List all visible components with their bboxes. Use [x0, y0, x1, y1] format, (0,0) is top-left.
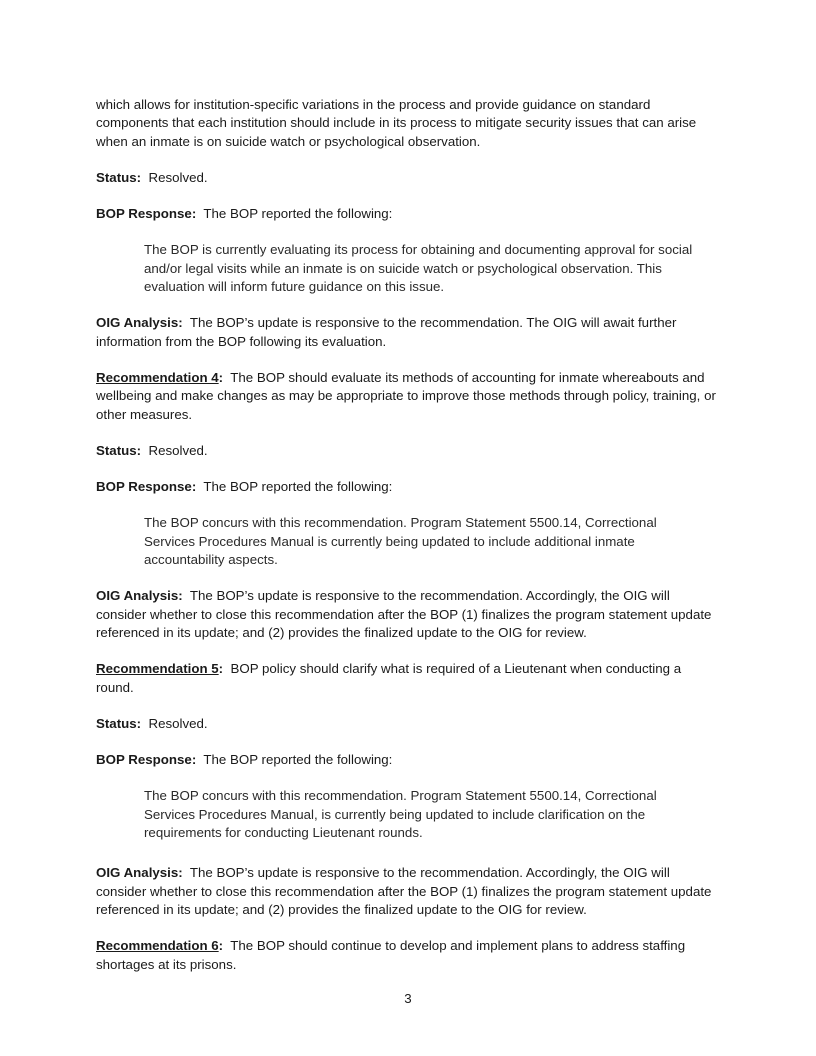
oig-analysis-text: The BOP’s update is responsive to the recommendation. Accordingly, the OIG will consider whether to close this recommendation after the BOP (1) finalizes the program statement update referenced in its update; and (2) provides the finalized update to the OIG for review.	[96, 588, 712, 640]
bop-response-line	[96, 478, 720, 496]
bop-response-text: The BOP reported the following:	[203, 752, 393, 768]
bop-response-line	[96, 751, 720, 769]
intro-paragraph: which allows for institution-specific variations in the process and provide guidance on standard components that each institution should include in its process to mitigate security issues that can arise when an inmate is on suicide watch or psychological observation.	[96, 97, 697, 149]
bop-response-label: BOP Response:	[96, 479, 197, 495]
oig-analysis-label: OIG Analysis:	[96, 865, 183, 881]
bop-quote: The BOP concurs with this recommendation. Program Statement 5500.14, Correctional Services Procedures Manual is currently being updated to include additional inmate accountability aspects.	[144, 515, 657, 568]
status-line	[96, 442, 720, 460]
status-line	[96, 169, 720, 187]
status-label: Status:	[96, 715, 142, 731]
oig-analysis-paragraph	[96, 314, 720, 351]
bop-response-text: The BOP reported the following:	[203, 479, 393, 495]
status-label: Status:	[96, 169, 142, 185]
oig-analysis-paragraph	[96, 587, 720, 642]
bop-response-text: The BOP reported the following:	[203, 206, 393, 222]
bop-response-label: BOP Response:	[96, 206, 197, 222]
bop-response-line	[96, 205, 720, 223]
recommendation-5: Recommendation 5: BOP policy should clarify what is required of a Lieutenant when conducting a round.	[96, 661, 682, 695]
status-value: Resolved.	[148, 442, 208, 458]
oig-analysis-text: The BOP’s update is responsive to the recommendation. The OIG will await further information from the BOP following its evaluation.	[96, 315, 677, 349]
bop-response-label: BOP Response:	[96, 752, 197, 768]
status-value: Resolved.	[148, 715, 208, 731]
bop-quote: The BOP concurs with this recommendation. Program Statement 5500.14, Correctional Services Procedures Manual, is currently being updated to include clarification on the requirements for conducting Lieutenant rounds.	[144, 788, 657, 841]
status-value: Resolved.	[148, 169, 208, 185]
recommendation-5-label: Recommendation 5	[96, 661, 219, 677]
recommendation-6-label: Recommendation 6	[96, 938, 219, 954]
recommendation-5-text: BOP policy should clarify what is required of a Lieutenant when conducting a round.	[96, 661, 682, 695]
page-number: 3	[404, 991, 412, 1006]
status-label: Status:	[96, 442, 142, 458]
recommendation-4: Recommendation 4: The BOP should evaluate its methods of accounting for inmate whereabouts and wellbeing and make changes as may be appropriate to improve those methods through policy, training, or other measures.	[96, 369, 716, 422]
recommendation-4-text: The BOP should evaluate its methods of accounting for inmate whereabouts and wellbeing and make changes as may be appropriate to improve those methods through policy, training, or other measures.	[96, 369, 716, 422]
page-body	[96, 96, 720, 992]
status-line	[96, 715, 720, 733]
oig-analysis-label: OIG Analysis:	[96, 315, 183, 331]
oig-analysis-paragraph	[96, 864, 720, 919]
bop-quote: The BOP is currently evaluating its process for obtaining and documenting approval for social and/or legal visits while an inmate is on suicide watch or psychological observation. This evaluation will inform future guidance on this issue.	[144, 242, 693, 295]
recommendation-6: Recommendation 6: The BOP should continue to develop and implement plans to address staffing shortages at its prisons.	[96, 938, 686, 972]
oig-analysis-text: The BOP’s update is responsive to the recommendation. Accordingly, the OIG will consider whether to close this recommendation after the BOP (1) finalizes the program statement update referenced in its update; and (2) provides the finalized update to the OIG for review.	[96, 865, 712, 917]
recommendation-6-text: The BOP should continue to develop and implement plans to address staffing shortages at its prisons.	[96, 938, 686, 972]
recommendation-4-label: Recommendation 4	[96, 369, 219, 385]
oig-analysis-label: OIG Analysis:	[96, 588, 183, 604]
